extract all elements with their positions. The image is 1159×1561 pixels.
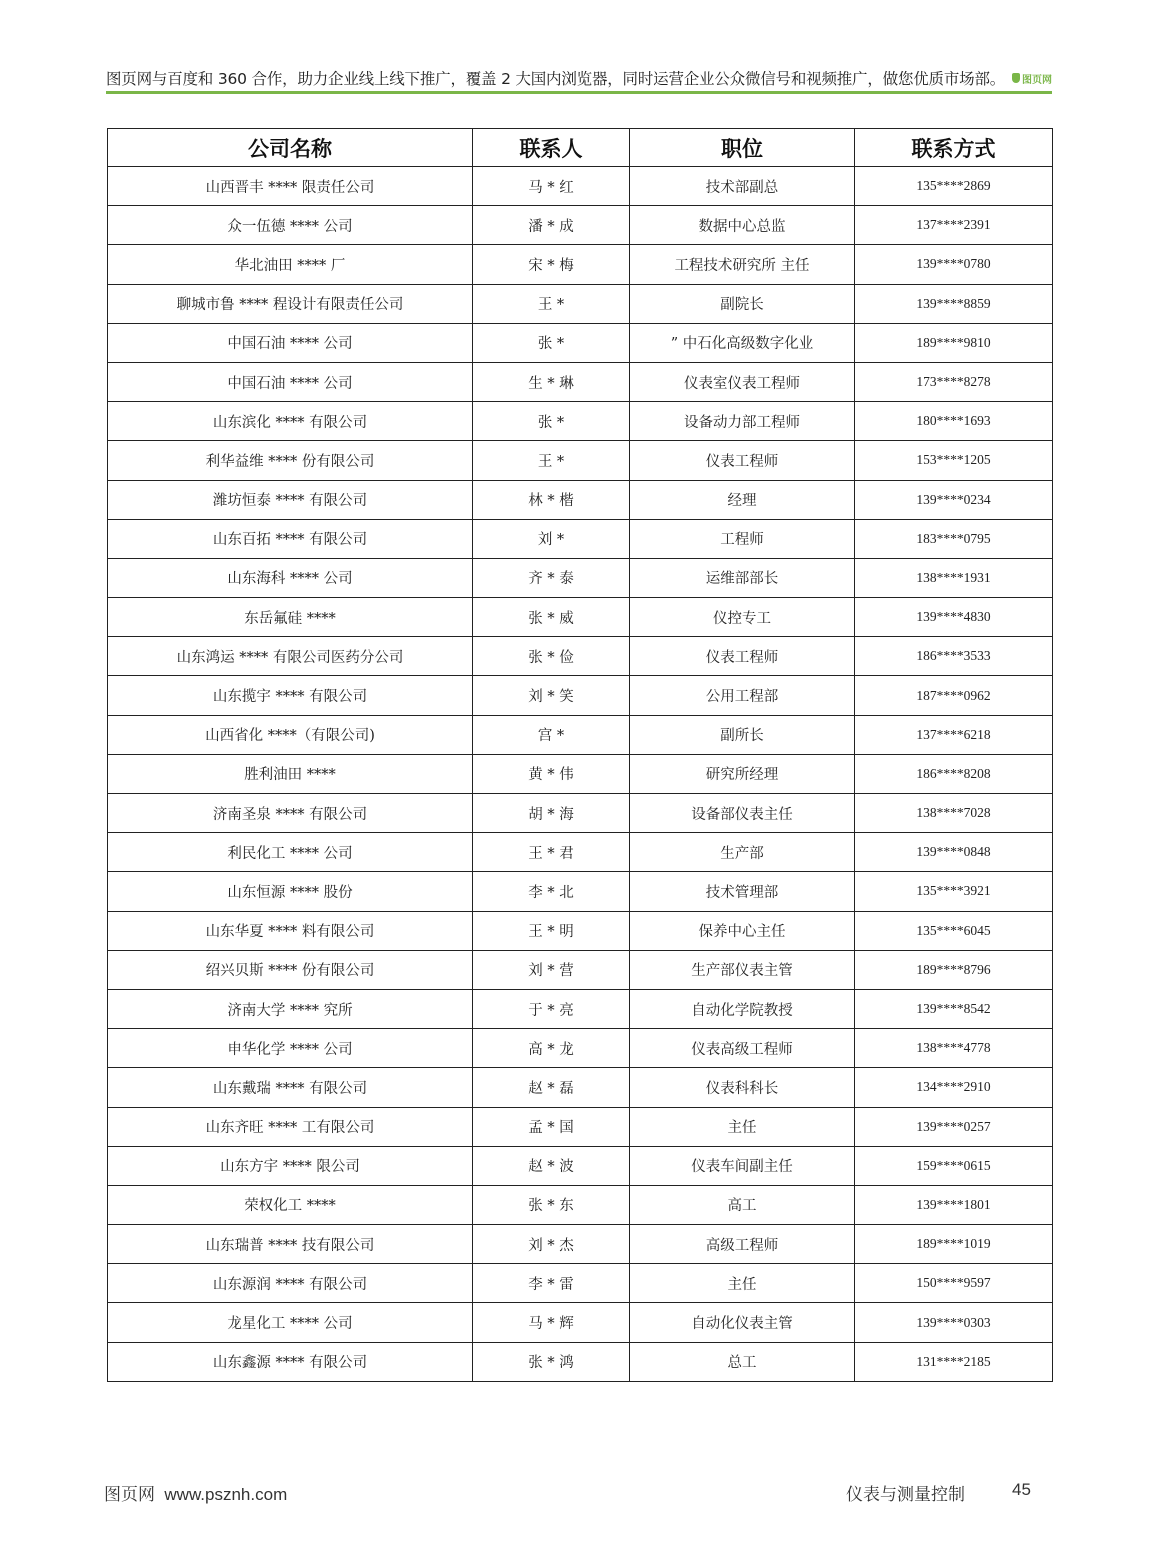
company-cell: 山东戴瑞 **** 有限公司 [108, 1068, 473, 1107]
phone-cell: 139****4830 [855, 598, 1053, 637]
site-logo[interactable] [1012, 71, 1052, 86]
company-cell: 东岳氟硅 **** [108, 598, 473, 637]
contact-cell: 李 * 北 [473, 872, 630, 911]
company-cell: 山东恒源 **** 股份 [108, 872, 473, 911]
column-header-company: 公司名称 [108, 129, 473, 167]
position-cell: 高级工程师 [630, 1225, 855, 1264]
company-cell: 利华益维 **** 份有限公司 [108, 441, 473, 480]
contact-cell: 胡 * 海 [473, 794, 630, 833]
column-header-position: 职位 [630, 129, 855, 167]
company-cell: 济南大学 **** 究所 [108, 989, 473, 1028]
table-row [108, 206, 1053, 245]
phone-cell: 180****1693 [855, 402, 1053, 441]
contact-cell: 刘 * [473, 519, 630, 558]
table-row [108, 598, 1053, 637]
contact-cell: 高 * 龙 [473, 1029, 630, 1068]
position-cell: 技术管理部 [630, 872, 855, 911]
table-row [108, 637, 1053, 676]
phone-cell: 139****0234 [855, 480, 1053, 519]
phone-cell: 139****0257 [855, 1107, 1053, 1146]
position-cell: 运维部部长 [630, 558, 855, 597]
phone-cell: 138****1931 [855, 558, 1053, 597]
table-row [108, 754, 1053, 793]
table-row [108, 441, 1053, 480]
position-cell: 自动化学院教授 [630, 989, 855, 1028]
company-cell: 聊城市鲁 **** 程设计有限责任公司 [108, 284, 473, 323]
position-cell: 自动化仪表主管 [630, 1303, 855, 1342]
position-cell: 主任 [630, 1107, 855, 1146]
phone-cell: 139****8859 [855, 284, 1053, 323]
phone-cell: 138****7028 [855, 794, 1053, 833]
contact-cell: 赵 * 磊 [473, 1068, 630, 1107]
contact-cell: 王 * 君 [473, 833, 630, 872]
contact-cell: 刘 * 营 [473, 950, 630, 989]
table-row [108, 794, 1053, 833]
phone-cell: 189****9810 [855, 323, 1053, 362]
company-cell: 山西晋丰 **** 限责任公司 [108, 167, 473, 206]
logo-icon [1012, 73, 1020, 83]
contact-cell: 王 * [473, 284, 630, 323]
contact-cell: 张 * 东 [473, 1185, 630, 1224]
table-row [108, 872, 1053, 911]
column-header-contact: 联系人 [473, 129, 630, 167]
table-row [108, 833, 1053, 872]
table-row [108, 1029, 1053, 1068]
position-cell: ” 中石化高级数字化业 [630, 323, 855, 362]
contact-cell: 潘 * 成 [473, 206, 630, 245]
company-cell: 荣权化工 **** [108, 1185, 473, 1224]
banner-text: 图页网与百度和 360 合作，助力企业线上线下推广，覆盖 2 大国内浏览器，同时运营企业公众微信号和视频推广，做您优质市场部。 [106, 70, 1006, 88]
position-cell: 主任 [630, 1264, 855, 1303]
contact-cell: 马 * 红 [473, 167, 630, 206]
contact-cell: 林 * 楷 [473, 480, 630, 519]
contact-cell: 于 * 亮 [473, 989, 630, 1028]
company-cell: 潍坊恒泰 **** 有限公司 [108, 480, 473, 519]
company-cell: 山东海科 **** 公司 [108, 558, 473, 597]
phone-cell: 187****0962 [855, 676, 1053, 715]
company-cell: 山东齐旺 **** 工有限公司 [108, 1107, 473, 1146]
phone-cell: 131****2185 [855, 1342, 1053, 1381]
phone-cell: 137****6218 [855, 715, 1053, 754]
company-cell: 山东鑫源 **** 有限公司 [108, 1342, 473, 1381]
table-row [108, 950, 1053, 989]
table-row [108, 402, 1053, 441]
phone-cell: 139****0848 [855, 833, 1053, 872]
table-row [108, 989, 1053, 1028]
footer-url-link[interactable]: www.psznh.com [164, 1485, 288, 1504]
table-row [108, 519, 1053, 558]
table-row [108, 1342, 1053, 1381]
position-cell: 仪表高级工程师 [630, 1029, 855, 1068]
position-cell: 仪表车间副主任 [630, 1146, 855, 1185]
position-cell: 仪表室仪表工程师 [630, 362, 855, 401]
page-number: 45 [1012, 1480, 1031, 1499]
position-cell: 总工 [630, 1342, 855, 1381]
phone-cell: 186****8208 [855, 754, 1053, 793]
phone-cell: 134****2910 [855, 1068, 1053, 1107]
table-row [108, 1225, 1053, 1264]
phone-cell: 159****0615 [855, 1146, 1053, 1185]
contacts-table [107, 128, 1053, 1382]
contact-cell: 生 * 琳 [473, 362, 630, 401]
company-cell: 中国石油 **** 公司 [108, 362, 473, 401]
contact-cell: 马 * 辉 [473, 1303, 630, 1342]
table-row [108, 480, 1053, 519]
position-cell: 设备部仪表主任 [630, 794, 855, 833]
position-cell: 仪控专工 [630, 598, 855, 637]
position-cell: 数据中心总监 [630, 206, 855, 245]
table-row [108, 1185, 1053, 1224]
footer-brand-name: 图页网 [104, 1485, 155, 1505]
table-row [108, 1303, 1053, 1342]
table-body [108, 167, 1053, 1382]
company-cell: 山东滨化 **** 有限公司 [108, 402, 473, 441]
phone-cell: 139****8542 [855, 989, 1053, 1028]
table-row [108, 1107, 1053, 1146]
contact-cell: 张 * [473, 323, 630, 362]
company-cell: 山东揽宇 **** 有限公司 [108, 676, 473, 715]
phone-cell: 189****8796 [855, 950, 1053, 989]
table-row [108, 284, 1053, 323]
header-banner [106, 66, 1052, 90]
position-cell: 生产部仪表主管 [630, 950, 855, 989]
company-cell: 绍兴贝斯 **** 份有限公司 [108, 950, 473, 989]
phone-cell: 135****6045 [855, 911, 1053, 950]
contact-cell: 张 * 鸿 [473, 1342, 630, 1381]
company-cell: 龙星化工 **** 公司 [108, 1303, 473, 1342]
contact-cell: 张 * 俭 [473, 637, 630, 676]
table-row [108, 245, 1053, 284]
company-cell: 山东方宇 **** 限公司 [108, 1146, 473, 1185]
column-header-phone: 联系方式 [855, 129, 1053, 167]
company-cell: 山东鸿运 **** 有限公司医药分公司 [108, 637, 473, 676]
table-header-row [108, 129, 1053, 167]
phone-cell: 139****0780 [855, 245, 1053, 284]
contact-cell: 张 * 威 [473, 598, 630, 637]
table-row [108, 911, 1053, 950]
position-cell: 工程师 [630, 519, 855, 558]
position-cell: 副所长 [630, 715, 855, 754]
position-cell: 仪表科科长 [630, 1068, 855, 1107]
table-row [108, 558, 1053, 597]
position-cell: 技术部副总 [630, 167, 855, 206]
phone-cell: 135****3921 [855, 872, 1053, 911]
contact-cell: 宋 * 梅 [473, 245, 630, 284]
contact-cell: 刘 * 杰 [473, 1225, 630, 1264]
company-cell: 利民化工 **** 公司 [108, 833, 473, 872]
banner-divider [106, 91, 1052, 94]
table-row [108, 167, 1053, 206]
position-cell: 设备动力部工程师 [630, 402, 855, 441]
phone-cell: 139****1801 [855, 1185, 1053, 1224]
contact-cell: 王 * [473, 441, 630, 480]
contact-cell: 李 * 雷 [473, 1264, 630, 1303]
table-row [108, 362, 1053, 401]
position-cell: 副院长 [630, 284, 855, 323]
contact-cell: 齐 * 泰 [473, 558, 630, 597]
phone-cell: 186****3533 [855, 637, 1053, 676]
table-row [108, 715, 1053, 754]
company-cell: 中国石油 **** 公司 [108, 323, 473, 362]
position-cell: 公用工程部 [630, 676, 855, 715]
position-cell: 工程技术研究所 主任 [630, 245, 855, 284]
table-row [108, 676, 1053, 715]
contact-cell: 孟 * 国 [473, 1107, 630, 1146]
contact-cell: 刘 * 笑 [473, 676, 630, 715]
company-cell: 济南圣泉 **** 有限公司 [108, 794, 473, 833]
position-cell: 仪表工程师 [630, 637, 855, 676]
position-cell: 生产部 [630, 833, 855, 872]
contact-cell: 张 * [473, 402, 630, 441]
position-cell: 保养中心主任 [630, 911, 855, 950]
publication-title: 仪表与测量控制 [846, 1485, 965, 1505]
company-cell: 山东华夏 **** 料有限公司 [108, 911, 473, 950]
contact-cell: 王 * 明 [473, 911, 630, 950]
footer-brand [104, 1480, 287, 1505]
phone-cell: 138****4778 [855, 1029, 1053, 1068]
position-cell: 研究所经理 [630, 754, 855, 793]
table-row [108, 323, 1053, 362]
position-cell: 经理 [630, 480, 855, 519]
contact-cell: 宫 * [473, 715, 630, 754]
company-cell: 众一伍德 **** 公司 [108, 206, 473, 245]
phone-cell: 139****0303 [855, 1303, 1053, 1342]
company-cell: 山东百拓 **** 有限公司 [108, 519, 473, 558]
phone-cell: 137****2391 [855, 206, 1053, 245]
phone-cell: 183****0795 [855, 519, 1053, 558]
contact-cell: 黄 * 伟 [473, 754, 630, 793]
company-cell: 山西省化 ****（有限公司) [108, 715, 473, 754]
logo-text: 图页网 [1022, 74, 1052, 86]
company-cell: 胜利油田 **** [108, 754, 473, 793]
phone-cell: 135****2869 [855, 167, 1053, 206]
phone-cell: 173****8278 [855, 362, 1053, 401]
contact-cell: 赵 * 波 [473, 1146, 630, 1185]
company-cell: 山东瑞普 **** 技有限公司 [108, 1225, 473, 1264]
company-cell: 山东源润 **** 有限公司 [108, 1264, 473, 1303]
position-cell: 仪表工程师 [630, 441, 855, 480]
company-cell: 华北油田 **** 厂 [108, 245, 473, 284]
company-cell: 申华化学 **** 公司 [108, 1029, 473, 1068]
phone-cell: 153****1205 [855, 441, 1053, 480]
phone-cell: 150****9597 [855, 1264, 1053, 1303]
table-row [108, 1068, 1053, 1107]
position-cell: 高工 [630, 1185, 855, 1224]
table-row [108, 1146, 1053, 1185]
phone-cell: 189****1019 [855, 1225, 1053, 1264]
table-row [108, 1264, 1053, 1303]
